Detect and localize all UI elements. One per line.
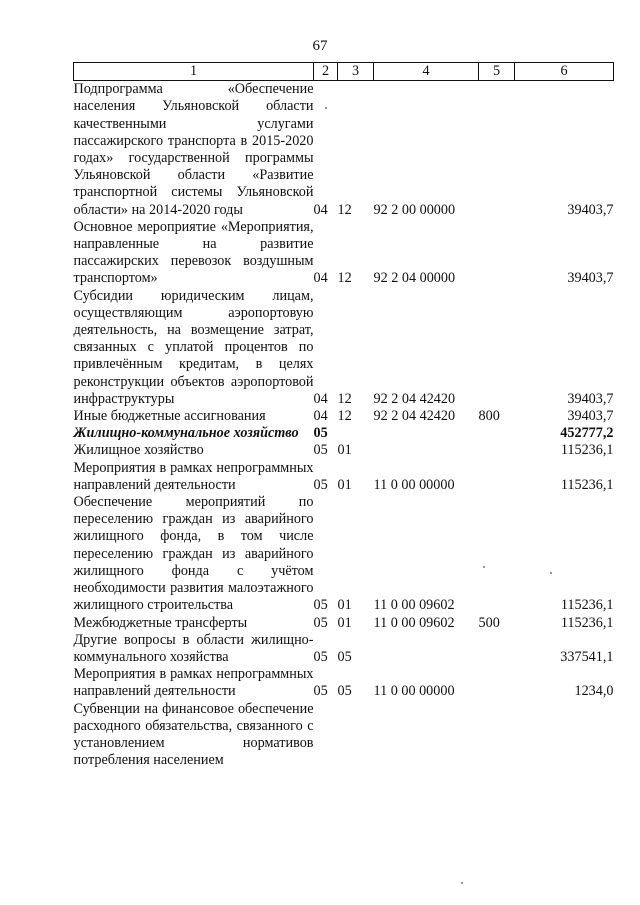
header-col-4: 4: [374, 63, 479, 81]
table-row: [74, 632, 614, 666]
row-section: 05: [313, 683, 328, 700]
row-name: Жилищное хозяйство: [73, 442, 204, 459]
row-name: Субвенции на финансовое обеспечение расходного обязательства, связанного с установлением нормативов потребления населением: [73, 700, 314, 769]
row-name: Жилищно-коммунальное хозяйство: [73, 425, 299, 442]
table-row: [74, 408, 614, 425]
row-expense-type: [479, 701, 515, 770]
row-expense-type: [479, 666, 515, 700]
row-name: Основное мероприятие «Мероприятия, направленные на развитие пассажирских перевозок воздушным транспортом»: [73, 218, 314, 287]
row-expense-type: 500: [478, 614, 500, 631]
row-target-article: 92 2 04 42420: [373, 390, 456, 407]
row-expense-type: 800: [478, 408, 500, 425]
row-expense-type: [479, 460, 515, 494]
row-name: Другие вопросы в области жилищно-коммунального хозяйства: [73, 631, 314, 665]
row-expense-type: [479, 81, 515, 219]
row-name: Мероприятия в рамках непрограммных направлений деятельности: [73, 666, 314, 700]
table-row: [74, 494, 614, 614]
table-row: [74, 460, 614, 494]
row-amount: 115236,1: [560, 442, 614, 459]
row-section: 05: [313, 425, 328, 442]
table-row: [74, 425, 614, 442]
row-subsection: 01: [337, 614, 352, 631]
row-section: [314, 701, 338, 770]
row-name: Субсидии юридическим лицам, осуществляющим аэропортовую деятельность, на возмещение затрат, связанных с уплатой процентов по привлечённым кредитам, в целях реконструкции объектов аэропортовой инфраструктуры: [73, 287, 314, 407]
row-target-article: [374, 701, 479, 770]
row-expense-type: [479, 442, 515, 459]
header-col-5: 5: [479, 63, 515, 81]
row-name: Иные бюджетные ассигнования: [73, 408, 266, 425]
row-subsection: 05: [337, 648, 352, 665]
row-target-article: 11 0 00 00000: [373, 476, 455, 493]
row-amount: 115236,1: [560, 597, 614, 614]
row-name: Мероприятия в рамках непрограммных направлений деятельности: [73, 459, 314, 493]
table-row: [74, 666, 614, 700]
table-row: [74, 81, 614, 219]
row-name: Межбюджетные трансферты: [73, 614, 248, 631]
row-expense-type: [479, 219, 515, 288]
header-col-6: 6: [515, 63, 614, 81]
row-expense-type: [479, 288, 515, 408]
scan-speck: [483, 566, 485, 568]
row-amount: [515, 701, 614, 770]
table-row: [74, 615, 614, 632]
row-section: 05: [313, 648, 328, 665]
budget-table: [73, 62, 614, 769]
table-row: [74, 288, 614, 408]
page-number: 67: [312, 38, 328, 54]
row-target-article: [374, 632, 479, 666]
row-amount: 337541,1: [560, 648, 614, 665]
header-col-2: 2: [314, 63, 338, 81]
row-subsection: 05: [337, 683, 352, 700]
row-subsection: 12: [337, 390, 352, 407]
row-amount: 115236,1: [560, 614, 614, 631]
row-amount: 1234,0: [574, 683, 614, 700]
row-section: 04: [313, 201, 328, 218]
row-subsection: [338, 425, 374, 442]
row-subsection: 01: [337, 597, 352, 614]
row-expense-type: [479, 494, 515, 614]
row-section: 05: [313, 442, 328, 459]
row-section: 04: [313, 270, 328, 287]
row-subsection: 01: [337, 442, 352, 459]
row-amount: 39403,7: [567, 270, 614, 287]
row-subsection: [338, 701, 374, 770]
scan-speck: [550, 572, 552, 574]
row-section: 04: [313, 408, 328, 425]
row-target-article: 11 0 00 09602: [373, 614, 455, 631]
row-section: 04: [313, 390, 328, 407]
row-name: Подпрограмма «Обеспечение населения Ульяновской области качественными услугами пассажирского транспорта в 2015-2020 годах» государственной программы Ульяновской области «Развитие транспортной системы Ульяновской области» на 2014-2020 годы: [73, 81, 314, 218]
row-subsection: 12: [337, 408, 352, 425]
row-section: 05: [313, 476, 328, 493]
row-target-article: 11 0 00 09602: [373, 597, 455, 614]
row-target-article: 92 2 04 42420: [373, 408, 456, 425]
row-target-article: 92 2 04 00000: [373, 270, 456, 287]
row-target-article: [374, 442, 479, 459]
scan-speck: [325, 107, 327, 109]
row-amount: 115236,1: [560, 476, 614, 493]
row-amount: 39403,7: [567, 408, 614, 425]
header-col-3: 3: [338, 63, 374, 81]
row-subsection: 12: [337, 270, 352, 287]
row-section: 05: [313, 597, 328, 614]
header-col-1: 1: [74, 63, 314, 81]
table-row: [74, 219, 614, 288]
row-amount: 39403,7: [567, 390, 614, 407]
row-name: Обеспечение мероприятий по переселению граждан из аварийного жилищного фонда, в том числе переселению граждан из аварийного жилищного фонда с учётом необходимости развития малоэтажного жилищного строительства: [73, 494, 314, 614]
row-amount: 452777,2: [560, 425, 614, 442]
row-expense-type: [479, 632, 515, 666]
row-target-article: 92 2 00 00000: [373, 201, 456, 218]
row-target-article: 11 0 00 00000: [373, 683, 455, 700]
row-section: 05: [313, 614, 328, 631]
row-subsection: 12: [337, 201, 352, 218]
row-expense-type: [479, 425, 515, 442]
scan-speck: [461, 882, 463, 884]
table-row: [74, 701, 614, 770]
row-target-article: [374, 425, 479, 442]
table-header-row: [74, 63, 614, 81]
table-row: [74, 442, 614, 459]
row-amount: 39403,7: [567, 201, 614, 218]
row-subsection: 01: [337, 476, 352, 493]
